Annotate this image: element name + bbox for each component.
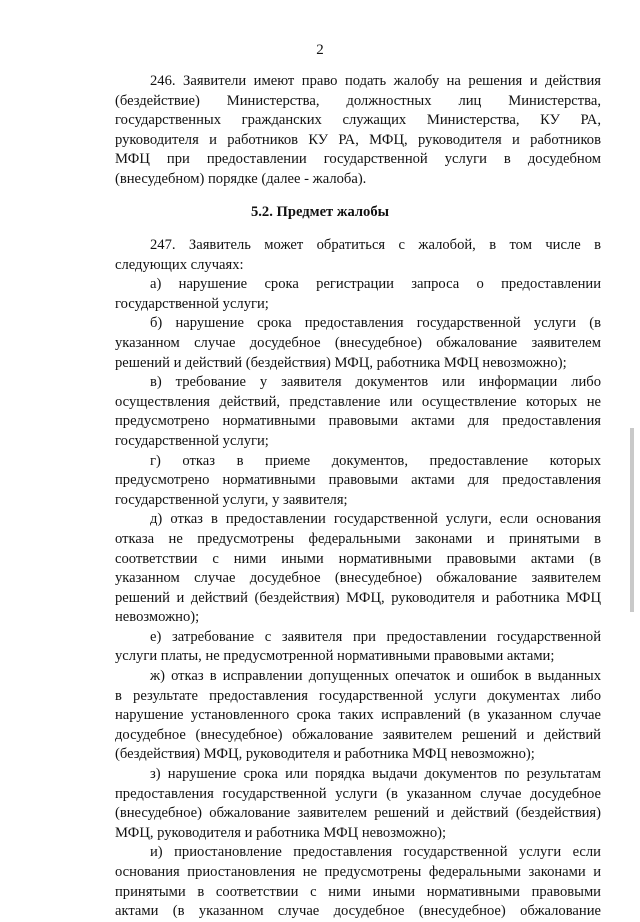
text-line: (внесудебном) порядке (далее - жалоба).	[115, 170, 367, 187]
text-line: отказа не предусмотрены федеральными законами и принятыми в	[115, 530, 601, 547]
text-line: нарушение установленного срока таких исправлений (в указанном случае	[115, 707, 601, 724]
text-line: решений и действий (бездействия) МФЦ, работника МФЦ невозможно);	[115, 354, 567, 371]
text-line: руководителя и работников КУ РА, МФЦ, руководителя и работников	[115, 131, 601, 148]
list-item-g: г) отказ в приеме документов, предоставление которых	[150, 452, 601, 469]
list-item-v: в) требование у заявителя документов или информации либо	[150, 374, 601, 391]
list-item-e: е) затребование с заявителя при предоставлении государственной	[150, 628, 601, 645]
text-line: предусмотрено нормативными правовыми актами для предоставления	[115, 472, 601, 489]
text-line: услуги платы, не предусмотренной нормативными правовыми актами;	[115, 648, 555, 665]
text-line: (внесудебное) обжалование заявителем решений и действий (бездействия)	[115, 805, 601, 822]
text-line: государственной услуги;	[115, 295, 269, 312]
text-line: невозможно);	[115, 609, 200, 626]
text-line: принятыми в соответствии с ними иными нормативными правовыми	[115, 883, 601, 900]
page-number: 2	[316, 42, 324, 58]
text-line: осуществления действий, представление или осуществление которых не	[115, 393, 601, 410]
text-line: (бездействия) МФЦ, руководителя и работника МФЦ невозможно);	[115, 746, 535, 763]
text-line: досудебное (внесудебное) обжалование заявителем решений и действий	[115, 726, 601, 743]
text-line: предоставления государственной услуги (в указанном случае досудебное	[115, 785, 601, 802]
paragraph-246	[115, 72, 601, 190]
list-item-d: д) отказ в предоставлении государственной услуги, если основания	[150, 511, 601, 528]
paragraph-247	[115, 236, 601, 922]
text-line: следующих случаях:	[115, 256, 244, 273]
text-line: решений и действий (бездействия) МФЦ, руководителя и работника МФЦ	[115, 589, 601, 606]
text-line: государственных гражданских служащих Министерства, КУ РА,	[115, 112, 601, 129]
text-line: указанном случае досудебное (внесудебное) обжалование заявителем	[115, 334, 601, 351]
text-line: предусмотрено нормативными правовыми актами для предоставления	[115, 413, 601, 430]
text-line: государственной услуги, у заявителя;	[115, 491, 348, 508]
text-line: МФЦ, руководителя и работника МФЦ невозможно);	[115, 824, 447, 841]
text-line: МФЦ при предоставлении государственной услуги в досудебном	[115, 151, 601, 168]
text-line: соответствии с ними иными нормативными правовыми актами (в	[115, 550, 601, 567]
text-line: основания приостановления не предусмотрены федеральными законами и	[115, 864, 601, 880]
list-item-z: з) нарушение срока или порядка выдачи документов по результатам	[150, 766, 601, 783]
scan-edge-mark	[630, 428, 634, 612]
text-line: государственной услуги;	[115, 432, 269, 449]
text-line: (бездействие) Министерства, должностных лиц Министерства,	[115, 92, 601, 109]
text-line: в результате предоставления государственной услуги документах либо	[115, 687, 601, 704]
text-line: 247. Заявитель может обратиться с жалобой, в том числе в	[150, 237, 601, 253]
text-line: 246. Заявители имеют право подать жалобу на решения и действия	[150, 73, 601, 89]
text-line: актами (в указанном случае досудебное (внесудебное) обжалование	[115, 903, 601, 920]
list-item-a: а) нарушение срока регистрации запроса о предоставлении	[150, 276, 601, 293]
list-item-zh: ж) отказ в исправлении допущенных опечаток и ошибок в выданных	[150, 668, 601, 685]
list-item-i: и) приостановление предоставления государственной услуги если	[150, 844, 601, 861]
text-line: указанном случае досудебное (внесудебное) обжалование заявителем	[115, 570, 601, 587]
list-item-b: б) нарушение срока предоставления государственной услуги (в	[150, 315, 601, 332]
section-heading: 5.2. Предмет жалобы	[250, 204, 390, 220]
